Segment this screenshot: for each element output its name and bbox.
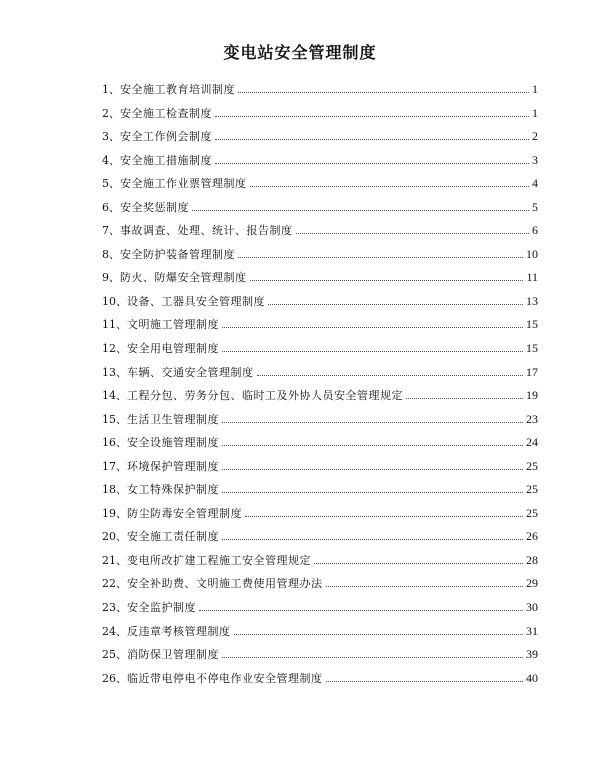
dot-leader — [215, 116, 529, 117]
toc-entry-label: 文明施工管理制度 — [127, 318, 219, 332]
dot-leader — [215, 139, 529, 140]
toc-entry-page-number: 1 — [532, 82, 538, 96]
dot-leader — [222, 327, 523, 328]
dot-leader — [222, 422, 523, 423]
toc-entry-page-number: 26 — [526, 529, 538, 544]
toc-entry[interactable] — [102, 172, 538, 196]
toc-entry-page-number: 24 — [526, 435, 538, 450]
toc-entry-page-number: 11 — [526, 270, 538, 285]
dot-leader — [222, 469, 523, 470]
dot-leader — [222, 445, 523, 446]
toc-entry-page-number: 15 — [526, 341, 538, 356]
toc-entry[interactable] — [102, 337, 538, 361]
toc-entry[interactable] — [102, 596, 538, 620]
toc-entry[interactable] — [102, 502, 538, 526]
dot-leader — [245, 516, 523, 517]
toc-entry-label: 安全防护装备管理制度 — [120, 247, 235, 261]
toc-entry[interactable] — [102, 620, 538, 644]
toc-entry-number: 14、 — [102, 389, 127, 403]
toc-entry[interactable] — [102, 149, 538, 173]
toc-entry-page-number: 25 — [526, 505, 538, 520]
toc-entry-label: 设备、工器具安全管理制度 — [127, 294, 265, 308]
dot-leader — [314, 563, 523, 564]
toc-entry-number: 3、 — [102, 130, 120, 144]
toc-entry-label: 安全监护制度 — [127, 601, 196, 615]
dot-leader — [406, 398, 523, 399]
toc-entry-number: 5、 — [102, 177, 120, 191]
toc-entry-number: 26、 — [102, 671, 127, 685]
toc-entry-label: 安全补助费、文明施工费使用管理办法 — [127, 577, 323, 591]
toc-entry-number: 25、 — [102, 648, 127, 662]
toc-entry-page-number: 29 — [526, 576, 538, 591]
toc-entry-number: 2、 — [102, 106, 120, 120]
toc-entry-number: 11、 — [102, 318, 127, 332]
toc-entry-page-number: 30 — [526, 600, 538, 615]
dot-leader — [257, 375, 524, 376]
toc-entry[interactable] — [102, 572, 538, 596]
toc-entry-number: 13、 — [102, 365, 127, 379]
toc-entry-label: 女工特殊保护制度 — [127, 483, 219, 497]
toc-entry-label: 安全施工作业票管理制度 — [120, 177, 247, 191]
toc-entry-label: 安全设施管理制度 — [127, 436, 219, 450]
toc-entry-label: 变电所改扩建工程施工安全管理规定 — [127, 553, 311, 567]
toc-entry-label: 工程分包、劳务分包、临时工及外协人员安全管理规定 — [127, 389, 403, 403]
table-of-contents — [102, 78, 538, 690]
toc-entry[interactable] — [102, 643, 538, 667]
toc-entry-label: 车辆、交通安全管理制度 — [127, 365, 254, 379]
toc-entry-number: 23、 — [102, 601, 127, 615]
toc-entry-number: 24、 — [102, 624, 127, 638]
toc-entry-label: 安全工作例会制度 — [120, 130, 212, 144]
toc-entry[interactable] — [102, 243, 538, 267]
toc-entry-number: 12、 — [102, 342, 127, 356]
toc-entry[interactable] — [102, 431, 538, 455]
toc-entry-label: 生活卫生管理制度 — [127, 412, 219, 426]
toc-entry-number: 16、 — [102, 436, 127, 450]
toc-entry-label: 防尘防毒安全管理制度 — [127, 506, 242, 520]
toc-entry[interactable] — [102, 196, 538, 220]
dot-leader — [222, 492, 523, 493]
toc-entry-page-number: 39 — [526, 647, 538, 662]
toc-entry-number: 6、 — [102, 200, 120, 214]
dot-leader — [234, 634, 524, 635]
dot-leader — [222, 351, 523, 352]
toc-entry-label: 消防保卫管理制度 — [127, 648, 219, 662]
toc-entry-label: 临近带电停电不停电作业安全管理制度 — [127, 671, 323, 685]
dot-leader — [238, 257, 523, 258]
toc-entry-page-number: 10 — [526, 246, 538, 261]
toc-entry[interactable] — [102, 549, 538, 573]
toc-entry-page-number: 15 — [526, 317, 538, 332]
toc-entry-number: 10、 — [102, 294, 127, 308]
toc-entry[interactable] — [102, 266, 538, 290]
toc-entry-label: 环境保护管理制度 — [127, 459, 219, 473]
dot-leader — [222, 657, 523, 658]
toc-entry-number: 20、 — [102, 530, 127, 544]
toc-entry-page-number: 25 — [526, 482, 538, 497]
dot-leader — [215, 163, 529, 164]
toc-entry-page-number: 5 — [532, 199, 538, 214]
toc-entry-number: 4、 — [102, 153, 120, 167]
toc-entry-page-number: 25 — [526, 458, 538, 473]
toc-entry-number: 21、 — [102, 553, 127, 567]
dot-leader — [250, 186, 530, 187]
toc-entry-page-number: 1 — [532, 105, 538, 120]
toc-entry-number: 8、 — [102, 247, 120, 261]
toc-entry[interactable] — [102, 384, 538, 408]
toc-entry[interactable] — [102, 78, 538, 102]
dot-leader — [250, 280, 524, 281]
dot-leader — [192, 210, 529, 211]
dot-leader — [199, 610, 523, 611]
dot-leader — [268, 304, 523, 305]
toc-entry-page-number: 23 — [526, 411, 538, 426]
toc-entry-label: 防火、防爆安全管理制度 — [120, 271, 247, 285]
toc-entry-page-number: 4 — [532, 176, 538, 191]
toc-entry[interactable] — [102, 478, 538, 502]
toc-entry-page-number: 17 — [526, 364, 538, 379]
toc-entry-number: 1、 — [102, 83, 120, 96]
toc-entry-number: 22、 — [102, 577, 127, 591]
toc-entry[interactable] — [102, 102, 538, 126]
toc-entry-number: 7、 — [102, 224, 120, 238]
dot-leader — [238, 92, 529, 93]
dot-leader — [222, 539, 523, 540]
toc-entry-label: 安全施工教育培训制度 — [120, 83, 235, 96]
toc-entry[interactable] — [102, 455, 538, 479]
toc-entry-number: 18、 — [102, 483, 127, 497]
toc-entry[interactable] — [102, 290, 538, 314]
toc-entry-number: 17、 — [102, 459, 127, 473]
toc-entry-number: 15、 — [102, 412, 127, 426]
toc-entry-page-number: 6 — [532, 223, 538, 238]
toc-entry[interactable] — [102, 525, 538, 549]
toc-entry-label: 安全施工措施制度 — [120, 153, 212, 167]
toc-entry-label: 安全用电管理制度 — [127, 342, 219, 356]
toc-entry[interactable] — [102, 408, 538, 432]
toc-entry-number: 19、 — [102, 506, 127, 520]
dot-leader — [326, 586, 524, 587]
toc-entry-page-number: 19 — [526, 388, 538, 403]
toc-entry-page-number: 13 — [526, 293, 538, 308]
toc-entry[interactable] — [102, 361, 538, 385]
toc-entry-page-number: 28 — [526, 552, 538, 567]
toc-entry-label: 安全施工检查制度 — [120, 106, 212, 120]
toc-entry-page-number: 31 — [526, 623, 538, 638]
toc-entry-page-number: 40 — [526, 670, 538, 685]
toc-entry-label: 反违章考核管理制度 — [127, 624, 231, 638]
dot-leader — [296, 233, 530, 234]
toc-entry[interactable] — [102, 667, 538, 691]
toc-entry[interactable] — [102, 125, 538, 149]
page-title: 变电站安全管理制度 — [223, 43, 377, 62]
toc-entry-page-number: 2 — [532, 129, 538, 144]
toc-entry-page-number: 3 — [532, 152, 538, 167]
toc-entry[interactable] — [102, 219, 538, 243]
toc-entry-label: 安全奖惩制度 — [120, 200, 189, 214]
toc-entry-label: 安全施工责任制度 — [127, 530, 219, 544]
toc-entry-number: 9、 — [102, 271, 120, 285]
toc-entry[interactable] — [102, 313, 538, 337]
toc-entry-label: 事故调查、处理、统计、报告制度 — [120, 224, 293, 238]
dot-leader — [326, 681, 524, 682]
